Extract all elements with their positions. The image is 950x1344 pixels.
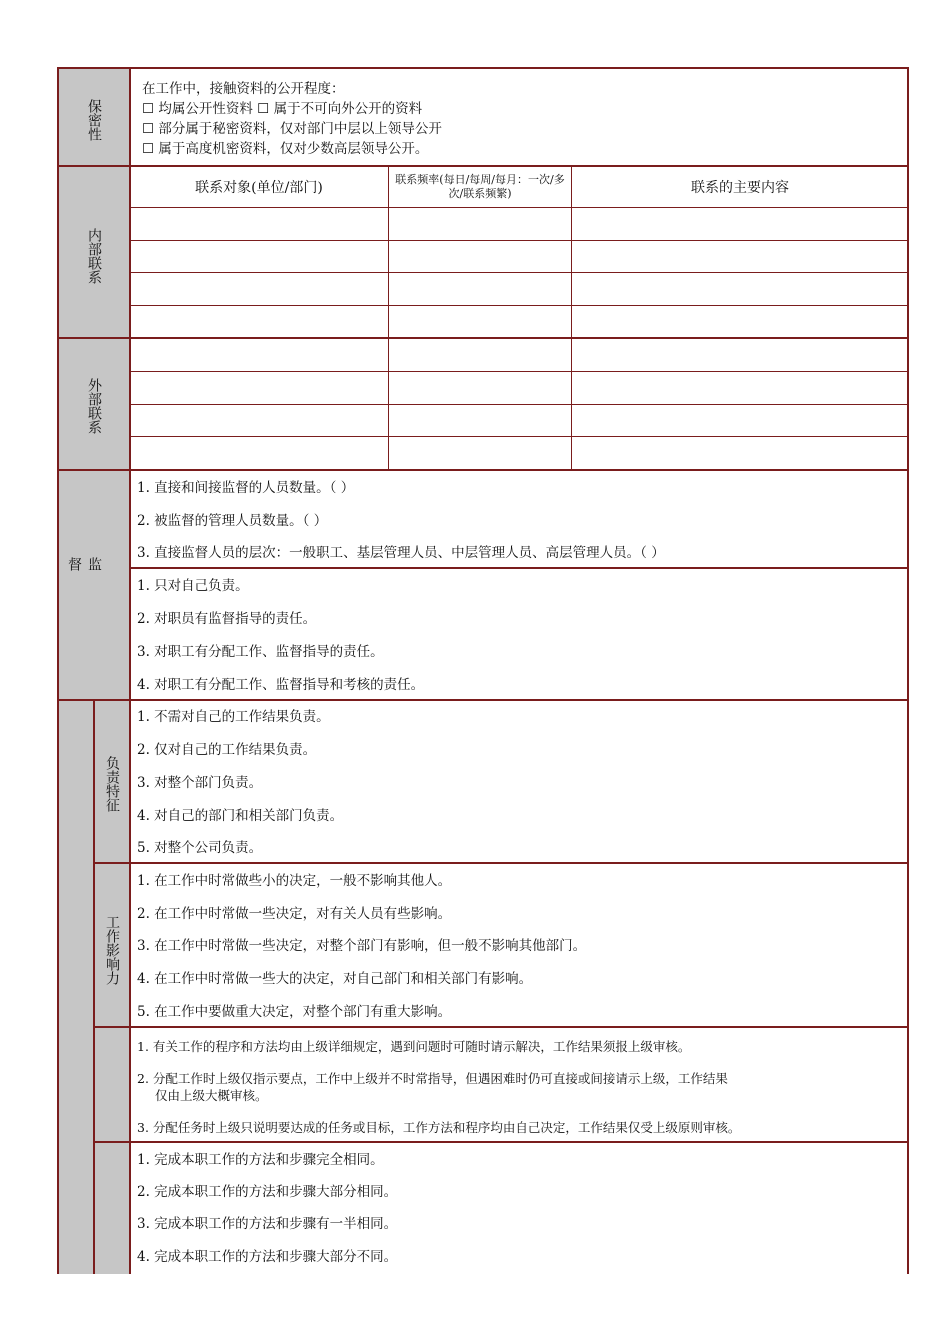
supervision-responsibility-item: 4. 对职工有分配工作、监督指导和考核的责任。 (137, 677, 425, 693)
border-left (57, 67, 59, 1274)
header-contact-frequency: 联系频率(每日/每周/每月：一次/多次/联系频繁) (395, 173, 565, 200)
guidance-item: 1. 有关工作的程序和方法均由上级详细规定，遇到问题时可随时请示解决，工作结果须报上级审核。 (137, 1039, 691, 1054)
influence-item: 5. 在工作中要做重大决定，对整个部门有重大影响。 (137, 1004, 452, 1020)
method-item: 1. 完成本职工作的方法和步骤完全相同。 (137, 1152, 384, 1168)
contact-row-line (130, 240, 908, 241)
header-contact-target: 联系对象(单位/部门) (195, 180, 323, 196)
label-column-divider (129, 67, 131, 1274)
guidance-item: 2. 分配工作时上级仅指示要点，工作中上级并不时常指导，但遇困难时仍可直接或间接请示上级，工作结果 (137, 1071, 728, 1086)
confidentiality-option[interactable]: ☐ 均属公开性资料 ☐ 属于不可向外公开的资料 (142, 101, 423, 117)
supervision-quantity-item: 1. 直接和间接监督的人员数量。（ ） (137, 480, 355, 496)
internal-contacts-label: 内部联系 (86, 228, 102, 284)
label-bg-outer-side (58, 700, 94, 1274)
label-bg-guidance (94, 1028, 130, 1142)
contact-col-line (571, 167, 572, 469)
supervision-responsibility-item: 3. 对职工有分配工作、监督指导的责任。 (137, 644, 384, 660)
responsibility-traits-label: 负责特征 (104, 756, 120, 812)
influence-item: 2. 在工作中时常做一些决定，对有关人员有些影响。 (137, 906, 452, 922)
section-divider (57, 337, 909, 339)
influence-item: 1. 在工作中时常做些小的决定，一般不影响其他人。 (137, 873, 452, 889)
contact-row-line (130, 404, 908, 405)
responsibility-item: 5. 对整个公司负责。 (137, 840, 263, 856)
confidentiality-intro: 在工作中，接触资料的公开程度： (142, 81, 345, 97)
method-item: 3. 完成本职工作的方法和步骤有一半相同。 (137, 1216, 398, 1232)
supervision-label: 监督 (66, 557, 102, 615)
responsibility-item: 2. 仅对自己的工作结果负责。 (137, 742, 317, 758)
contact-row-line (130, 436, 908, 437)
confidentiality-option[interactable]: ☐ 部分属于秘密资料，仅对部门中层以上领导公开 (142, 121, 442, 137)
section-divider (57, 469, 909, 471)
method-item: 4. 完成本职工作的方法和步骤大部分不同。 (137, 1249, 398, 1265)
confidentiality-option[interactable]: ☐ 属于高度机密资料，仅对少数高层领导公开。 (142, 141, 429, 157)
section-divider (57, 165, 909, 167)
guidance-item: 3. 分配任务时上级只说明要达成的任务或目标，工作方法和程序均由自己决定，工作结果仅受上级原则审核。 (137, 1120, 741, 1135)
guidance-item-continued: 仅由上级大概审核。 (155, 1088, 268, 1103)
section-divider (57, 699, 909, 701)
border-right (907, 67, 909, 1274)
responsibility-item: 4. 对自己的部门和相关部门负责。 (137, 808, 344, 824)
section-divider (93, 1141, 909, 1143)
label-bg-methods (94, 1142, 130, 1274)
external-contacts-label: 外部联系 (86, 378, 102, 434)
responsibility-item: 3. 对整个部门负责。 (137, 775, 263, 791)
contact-row-line (130, 272, 908, 273)
contact-row-line (130, 305, 908, 306)
inner-label-divider (93, 700, 95, 1274)
supervision-quantity-item: 2. 被监督的管理人员数量。（ ） (137, 513, 328, 529)
section-divider (129, 567, 909, 569)
responsibility-item: 1. 不需对自己的工作结果负责。 (137, 709, 330, 725)
method-item: 2. 完成本职工作的方法和步骤大部分相同。 (137, 1184, 398, 1200)
section-divider (93, 862, 909, 864)
work-influence-label: 工作影响力 (104, 915, 120, 985)
supervision-quantity-item: 3. 直接监督人员的层次：一般职工、基层管理人员、中层管理人员、高层管理人员。（ ） (137, 545, 665, 561)
supervision-responsibility-item: 1. 只对自己负责。 (137, 578, 249, 594)
header-contact-content: 联系的主要内容 (691, 180, 789, 196)
influence-item: 3. 在工作中时常做一些决定，对整个部门有影响，但一般不影响其他部门。 (137, 938, 587, 954)
influence-item: 4. 在工作中时常做一些大的决定，对自己部门和相关部门有影响。 (137, 971, 533, 987)
section-divider (93, 1026, 909, 1028)
border-top (57, 67, 909, 69)
contact-row-line (130, 207, 908, 208)
contact-col-line (388, 167, 389, 469)
confidentiality-label: 保密性 (86, 99, 102, 141)
supervision-responsibility-item: 2. 对职员有监督指导的责任。 (137, 611, 317, 627)
contact-row-line (130, 371, 908, 372)
